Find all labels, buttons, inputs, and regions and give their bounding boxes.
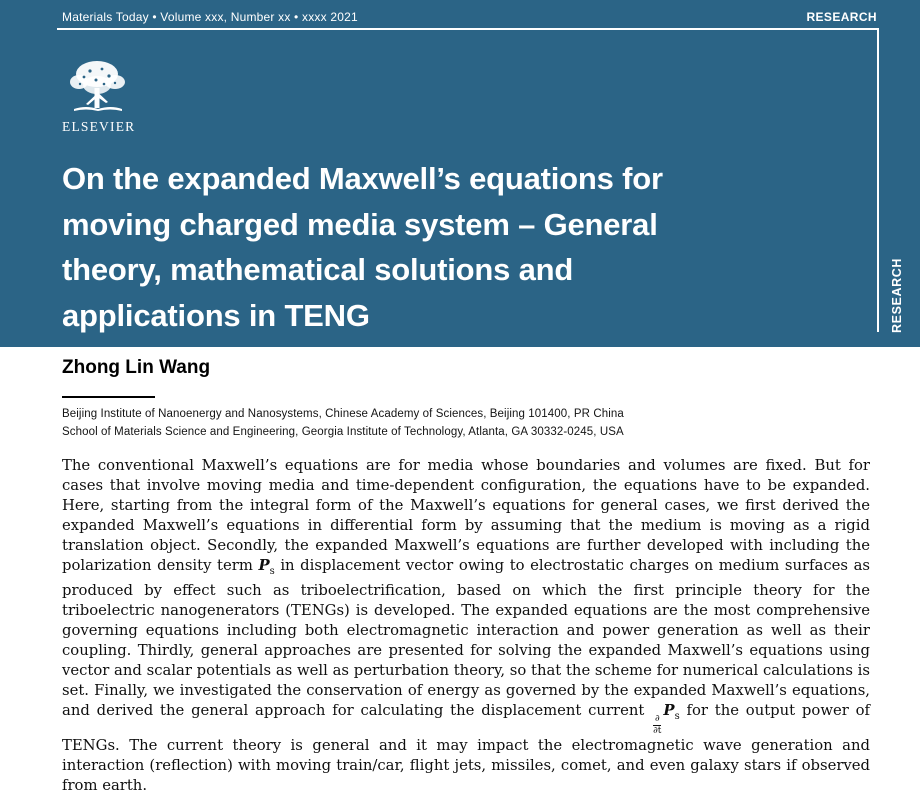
journal-info: Materials Today • Volume xxx, Number xx • xxxx 2021 <box>62 10 358 24</box>
title-banner <box>0 0 920 347</box>
header-horizontal-rule <box>57 28 879 30</box>
abstract-text: The conventional Maxwell’s equations are for media whose boundaries and volumes are fixed. But for cases that involve moving media and time-dependent configuration, the equations have to be expanded. Here, starting from the integral form of the Maxwell’s equations for general cases, we first derived the expanded Maxwell’s equations in differential form by assuming that the medium is moving as a rigid translation object. Secondly, the expanded Maxwell’s equations are further developed with including the polarization density term $P_s$ in displacement vector owing to electrostatic charges on medium surfaces as produced by effect such as triboelectrification, based on which the first principle theory for the triboelectric nanogenerators (TENGs) is developed. The expanded equations are the most comprehensive governing equations including both electromagnetic interaction and power generation as well as their coupling. Thirdly, general approaches are presented for solving the expanded Maxwell’s equations using vector and scalar potentials as well as perturbation theory, so that the scheme for numerical calculations is set. Finally, we investigated the conservation of energy as governed by the expanded Maxwell’s equations, and derived the general approach for calculating the displacement current $\frac{\partial}{\partial t}$ $P_s$ for the output power of TENGs. The current theory is general and it may impact the electromagnetic wave generation and interaction (reflection) with moving train/car, flight jets, missiles, comet, and even galaxy stars if observed from earth. <box>62 457 870 794</box>
paper-title-line-3: theory, mathematical solutions and <box>62 252 574 287</box>
research-label-side: RESEARCH <box>890 258 904 333</box>
paper-title <box>62 156 862 338</box>
paper-title-line-1: On the expanded Maxwell’s equations for <box>62 161 663 196</box>
paper-title-line-2: moving charged media system – General <box>62 206 658 242</box>
affiliations <box>62 406 624 441</box>
elsevier-logo <box>62 58 134 135</box>
paper-title-line-4: applications in TENG <box>62 297 370 333</box>
affiliation-line-2: School of Materials Science and Engineering, Georgia Institute of Technology, Atlanta, GA 30332-0245, USA <box>62 425 624 438</box>
author-rule <box>62 396 155 398</box>
publisher-name: ELSEVIER <box>62 119 136 134</box>
elsevier-tree-icon <box>62 58 134 116</box>
side-vertical-rule <box>877 28 879 332</box>
author-name: Zhong Lin Wang <box>62 357 211 378</box>
affiliation-line-1: Beijing Institute of Nanoenergy and Nanosystems, Chinese Academy of Sciences, Beijing 101400, PR China <box>62 408 624 420</box>
research-label-top: RESEARCH <box>806 10 877 24</box>
